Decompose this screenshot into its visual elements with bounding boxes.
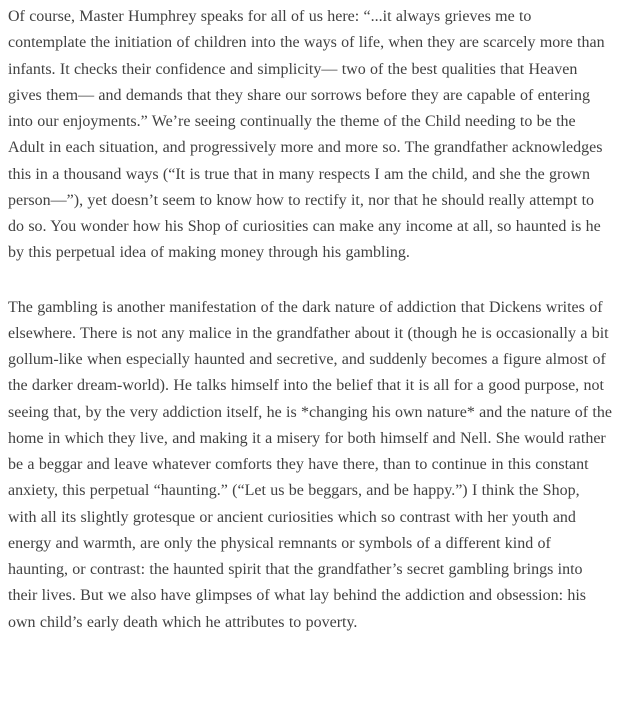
paragraph-gambling-addiction: The gambling is another manifestation of the dark nature of addiction that Dickens writes of elsewhere. There is not any malice in the grandfather about it (though he is occasionally a bit gollum-like when especially haunted and secretive, and suddenly becomes a figure almost of the darker dream-world). He talks himself into the belief that it is all for a good purpose, not seeing that, by the very addiction itself, he is *changing his own nature* and the nature of the home in which they live, and making it a misery for both himself and Nell. She would rather be a beggar and leave whatever comforts they have there, than to continue in this constant anxiety, this perpetual “haunting.” (“Let us be beggars, and be happy.”) I think the Shop, with all its slightly grotesque or ancient curiosities which so contrast with her youth and energy and warmth, are only the physical remnants or symbols of a different kind of haunting, or contrast: the haunted spirit that the grandfather’s secret gambling brings into their lives. But we also have glimpses of what lay behind the addiction and obsession: his own child’s early death which he attributes to poverty.	[8, 298, 612, 631]
paragraph-master-humphrey: Of course, Master Humphrey speaks for all of us here: “...it always grieves me to contemplate the initiation of children into the ways of life, when they are scarcely more than infants. It checks their confidence and simplicity— two of the best qualities that Heaven gives them— and demands that they share our sorrows before they are capable of entering into our enjoyments.” We’re seeing continually the theme of the Child needing to be the Adult in each situation, and progressively more and more so. The grandfather acknowledges this in a thousand ways (“It is true that in many respects I am the child, and she the grown person—”), yet doesn’t seem to know how to rectify it, nor that he should really attempt to do so. You wonder how his Shop of curiosities can make any income at all, so haunted is he by this perpetual idea of making money through his gambling.	[8, 8, 605, 262]
